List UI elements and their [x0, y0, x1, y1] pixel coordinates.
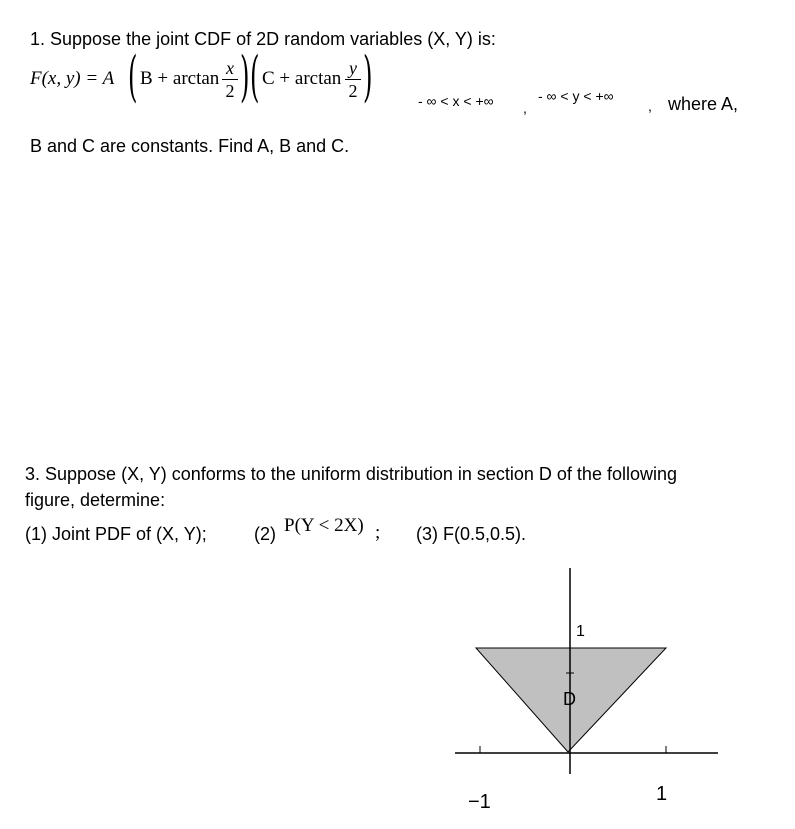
x-tick-pos-label: 1 [656, 783, 668, 805]
formula-term1-den: 2 [225, 81, 235, 101]
formula-term1-bar [222, 79, 238, 80]
formula-term1-num: x [226, 58, 234, 78]
region-figure [440, 560, 730, 822]
formula-term2-prefix: C + arctan [262, 68, 342, 89]
problem3-line2: figure, determine: [25, 490, 166, 510]
formula-paren-close-2: ) [363, 45, 373, 108]
x-tick-neg-label: −1 [468, 791, 491, 813]
problem1-trailing-text: where A, [668, 94, 739, 114]
formula-term2-bar [345, 79, 361, 80]
problem3-part2-math: P(Y < 2X) [284, 515, 364, 536]
formula-lhs: F(x, y) = A [30, 68, 115, 89]
problem3-line1: 3. Suppose (X, Y) conforms to the uniform distribution in section D of the following [25, 464, 677, 484]
formula-paren-open-1: ( [128, 45, 138, 108]
problem1-continuation: B and C are constants. Find A, B and C. [30, 136, 350, 156]
problem3-part1: (1) Joint PDF of (X, Y); [25, 524, 207, 544]
problem3-part2-label: (2) [254, 524, 276, 544]
problem1-heading: 1. Suppose the joint CDF of 2D random variables (X, Y) is: [30, 29, 496, 49]
formula-paren-open-2: ( [250, 45, 260, 108]
range-y: - ∞ < y < +∞ [538, 88, 614, 104]
range-x: - ∞ < x < +∞ [418, 93, 494, 109]
range-y-separator: , [648, 98, 652, 114]
problem3-part2-separator: ; [375, 522, 381, 543]
y-tick-label: 1 [576, 623, 585, 640]
region-label: D [563, 689, 576, 709]
formula-term2-den: 2 [348, 81, 358, 101]
range-x-separator: , [523, 100, 527, 116]
problem3-part3: (3) F(0.5,0.5). [416, 524, 527, 544]
formula-term1-prefix: B + arctan [140, 68, 220, 89]
formula-paren-close-1: ) [240, 45, 250, 108]
formula-term1-fraction [222, 58, 238, 101]
formula-term2-num: y [349, 58, 357, 78]
formula-term2-fraction [345, 58, 361, 101]
